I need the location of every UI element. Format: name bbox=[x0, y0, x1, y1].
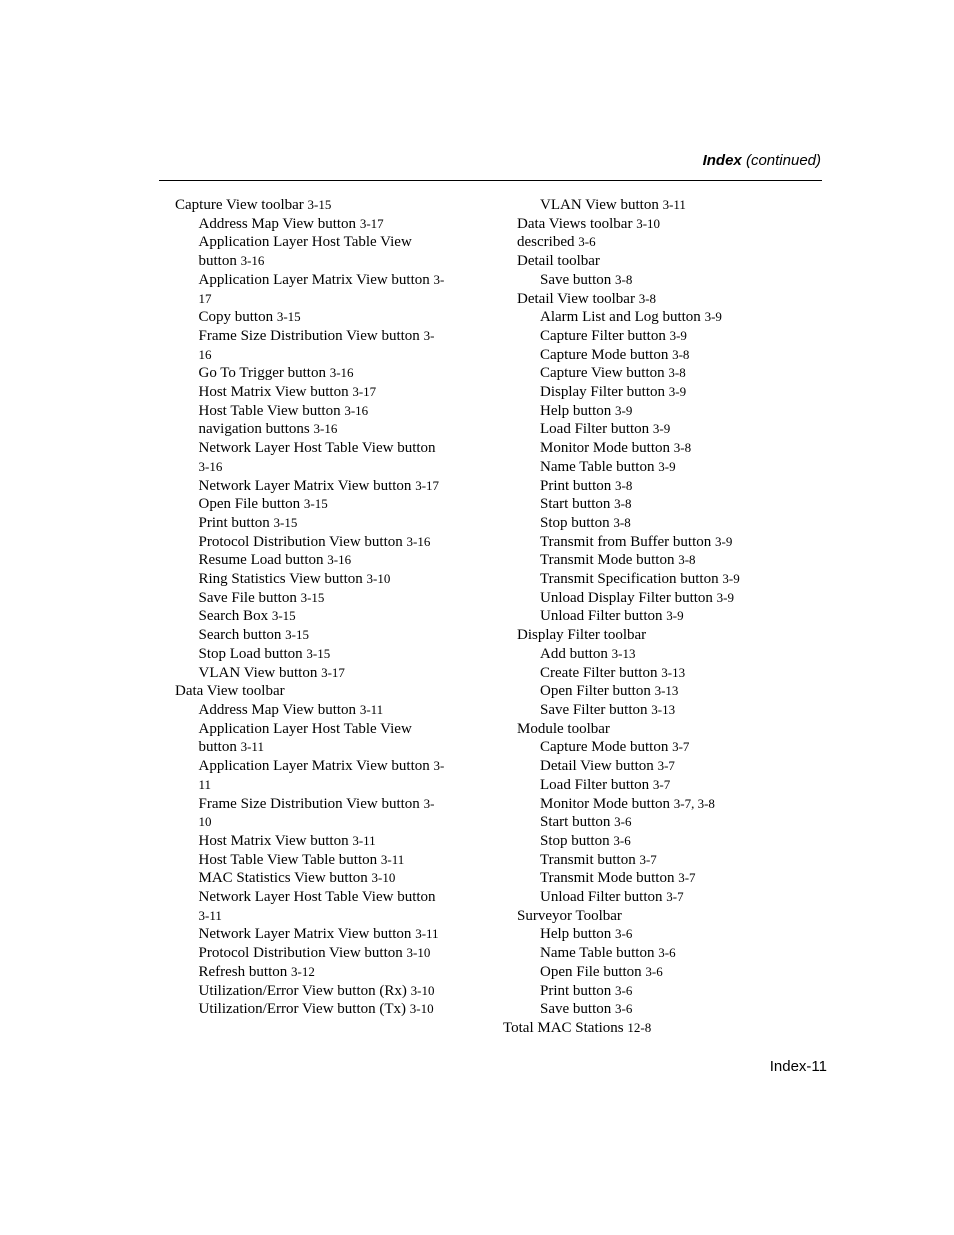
index-entry-term: Surveyor Toolbar bbox=[517, 907, 622, 924]
index-entry-page: 11 bbox=[198, 776, 212, 792]
index-entry-page: 3-16 bbox=[327, 552, 352, 568]
index-entry-page: 3-9 bbox=[658, 458, 676, 474]
index-entry-page: 3-10 bbox=[371, 870, 396, 886]
index-entry-term: MAC Statistics View button bbox=[198, 870, 372, 887]
index-entry-term: Monitor Mode button bbox=[540, 795, 674, 812]
index-entry-page: 3-6 bbox=[615, 926, 633, 942]
index-entry-term: Name Table button bbox=[540, 458, 659, 475]
index-entry bbox=[503, 813, 763, 832]
index-entry-term: Name Table button bbox=[540, 945, 659, 962]
index-entry-term: Host Matrix View button bbox=[198, 384, 353, 401]
index-entry bbox=[503, 982, 763, 1001]
index-entry bbox=[175, 720, 465, 739]
index-entry-page: 3-7 bbox=[672, 739, 690, 755]
index-entry bbox=[503, 645, 763, 664]
index-entry-page: 3-8 bbox=[638, 290, 657, 306]
index-entry-term: Module toolbar bbox=[517, 720, 610, 737]
index-entry bbox=[175, 851, 465, 870]
index-entry-page: 3-11 bbox=[380, 851, 405, 867]
index-entry-term: Detail View toolbar bbox=[517, 290, 639, 307]
index-entry-page: 3-6 bbox=[658, 945, 676, 961]
index-entry bbox=[503, 458, 763, 477]
index-entry-term: Application Layer Matrix View button bbox=[198, 271, 434, 288]
index-entry-term: Stop Load button bbox=[198, 645, 307, 662]
index-entry-term: Save File button bbox=[198, 589, 301, 606]
index-entry-page: 3-16 bbox=[198, 458, 223, 474]
index-entry-page: 3-9 bbox=[668, 384, 687, 400]
index-entry-term: button bbox=[198, 253, 241, 270]
index-entry-term: Unload Display Filter button bbox=[540, 589, 717, 606]
index-entry-page: 3-11 bbox=[359, 701, 384, 717]
index-entry-term: Detail View button bbox=[540, 758, 658, 775]
index-entry bbox=[503, 701, 763, 720]
index-entry-term: Search button bbox=[198, 627, 286, 644]
index-entry-page: 3-8 bbox=[672, 346, 690, 362]
index-entry-term: Go To Trigger button bbox=[198, 365, 330, 382]
index-entry-page: 3-8 bbox=[673, 440, 692, 456]
index-entry bbox=[503, 196, 763, 215]
index-entry bbox=[503, 420, 763, 439]
index-entry-page: 10 bbox=[198, 814, 212, 830]
index-entry-term: Display Filter toolbar bbox=[517, 627, 647, 644]
index-entry bbox=[175, 495, 465, 514]
index-entry bbox=[175, 701, 465, 720]
index-entry-term: Address Map View button bbox=[198, 215, 360, 232]
index-entry-term: Open File button bbox=[198, 496, 304, 513]
index-entry-page: 3-7 bbox=[666, 889, 684, 905]
index-entry-page: 3-16 bbox=[329, 365, 354, 381]
index-entry bbox=[175, 402, 465, 421]
index-entry bbox=[503, 738, 763, 757]
index-entry bbox=[175, 869, 465, 888]
index-entry-term: Transmit button bbox=[540, 851, 640, 868]
index-entry bbox=[175, 327, 465, 346]
index-entry-term: Network Layer Matrix View button bbox=[198, 926, 416, 943]
index-entry-term: Capture View button bbox=[540, 365, 669, 382]
index-entry-term: Total MAC Stations bbox=[503, 1019, 628, 1036]
index-entry-page: 3-8 bbox=[615, 271, 633, 287]
index-entry-page: 3-9 bbox=[652, 421, 671, 437]
index-entry-page: 3-15 bbox=[303, 496, 328, 512]
index-entry bbox=[175, 551, 465, 570]
index-entry-term: Detail toolbar bbox=[517, 253, 600, 270]
index-entry-page: 3-11 bbox=[662, 197, 686, 212]
index-entry-page: 3-9 bbox=[666, 608, 684, 624]
index-entry bbox=[175, 963, 465, 982]
index-entry bbox=[175, 832, 465, 851]
index-entry bbox=[175, 776, 465, 795]
index-entry-page: 3-17 bbox=[321, 664, 345, 680]
index-entry-term: Create Filter button bbox=[540, 664, 662, 681]
index-entry bbox=[503, 308, 763, 327]
index-entry-term: Frame Size Distribution View button bbox=[198, 327, 424, 344]
index-entry-page: 3-8 bbox=[614, 496, 632, 512]
index-entry bbox=[503, 215, 763, 234]
index-entry bbox=[175, 196, 465, 215]
index-entry-page: 3-6 bbox=[613, 832, 631, 848]
index-entry-term: Application Layer Host Table View bbox=[198, 720, 412, 737]
index-entry-page: 3- bbox=[423, 327, 435, 343]
index-entry-term: Refresh button bbox=[198, 963, 291, 980]
index-entry-term: Open File button bbox=[540, 963, 646, 980]
index-entry-term: Network Layer Host Table View button bbox=[198, 440, 436, 457]
index-entry-page: 3- bbox=[433, 758, 445, 774]
index-entry-page: 3-10 bbox=[366, 571, 391, 587]
index-entry bbox=[503, 944, 763, 963]
index-entry bbox=[503, 346, 763, 365]
index-entry bbox=[503, 1000, 763, 1019]
index-entry-term: Help button bbox=[540, 926, 615, 943]
index-entry-page: 3-12 bbox=[290, 963, 315, 979]
index-entry-term: described bbox=[517, 234, 579, 251]
index-entry-term: Display Filter button bbox=[540, 384, 669, 401]
index-entry-page: 12-8 bbox=[627, 1019, 652, 1035]
index-entry-term: VLAN View button bbox=[540, 197, 663, 213]
index-entry-page: 3-15 bbox=[273, 514, 298, 530]
index-entry-page: 3-8 bbox=[615, 477, 633, 493]
index-entry-page: 3-9 bbox=[615, 402, 633, 418]
index-entry bbox=[503, 290, 763, 309]
index-entry bbox=[503, 869, 763, 888]
index-entry bbox=[503, 907, 763, 926]
index-entry-term: Print button bbox=[198, 514, 274, 531]
index-entry-term: Data View toolbar bbox=[175, 683, 285, 700]
index-entry-page: 3-10 bbox=[636, 215, 661, 231]
index-entry bbox=[175, 607, 465, 626]
index-entry-page: 3-8 bbox=[668, 365, 686, 381]
index-entry-page: 3-7 bbox=[657, 758, 675, 774]
header-rule bbox=[159, 180, 822, 181]
index-entry bbox=[503, 682, 763, 701]
index-entry-term: Transmit Mode button bbox=[540, 552, 679, 569]
index-entry bbox=[503, 626, 763, 645]
index-column-left bbox=[175, 196, 465, 1019]
index-entry-term: VLAN View button bbox=[198, 664, 322, 681]
index-entry bbox=[503, 514, 763, 533]
index-entry bbox=[175, 589, 465, 608]
index-entry bbox=[175, 364, 465, 383]
index-entry-page: 3-10 bbox=[409, 1001, 434, 1017]
index-entry-term: Save button bbox=[540, 1001, 615, 1018]
index-entry-page: 3-16 bbox=[240, 253, 265, 269]
index-entry bbox=[175, 813, 465, 832]
index-entry-term: Save button bbox=[540, 271, 615, 288]
index-entry-page: 3-16 bbox=[313, 421, 338, 437]
index-entry bbox=[175, 795, 465, 814]
index-entry bbox=[175, 514, 465, 533]
index-entry-page: 3-11 bbox=[352, 832, 376, 848]
index-entry-term: Add button bbox=[540, 645, 612, 662]
index-entry bbox=[503, 439, 763, 458]
index-entry bbox=[503, 551, 763, 570]
index-entry-page: 3- bbox=[433, 271, 445, 287]
index-entry bbox=[175, 682, 465, 701]
index-entry-page: 3-10 bbox=[406, 945, 431, 961]
index-entry-term: Save Filter button bbox=[540, 701, 652, 718]
index-entry bbox=[175, 420, 465, 439]
index-entry-page: 3-9 bbox=[715, 533, 733, 549]
index-entry-term: Unload Filter button bbox=[540, 889, 667, 906]
index-entry bbox=[503, 533, 763, 552]
index-entry-page: 3-9 bbox=[704, 309, 722, 325]
index-entry-term: Monitor Mode button bbox=[540, 440, 674, 457]
index-entry bbox=[503, 963, 763, 982]
index-entry bbox=[503, 495, 763, 514]
index-entry-term: Copy button bbox=[198, 309, 277, 326]
index-column-right bbox=[503, 196, 763, 1038]
index-entry bbox=[503, 589, 763, 608]
index-entry-page: 3-15 bbox=[271, 608, 296, 624]
index-entry-term: button bbox=[198, 739, 241, 756]
index-entry-term: Host Table View Table button bbox=[198, 851, 381, 868]
index-entry-term: Open Filter button bbox=[540, 683, 655, 700]
index-entry-page: 3-9 bbox=[669, 327, 687, 343]
index-entry-term: Capture Filter button bbox=[540, 327, 670, 344]
index-entry-term: Address Map View button bbox=[198, 701, 360, 718]
index-entry-term: Stop button bbox=[540, 514, 614, 531]
index-entry-page: 3-6 bbox=[614, 814, 632, 830]
index-entry-term: Protocol Distribution View button bbox=[198, 945, 407, 962]
running-head-continued: (continued) bbox=[745, 152, 821, 169]
running-head bbox=[703, 152, 821, 169]
index-entry bbox=[175, 383, 465, 402]
index-entry bbox=[503, 664, 763, 683]
index-entry-term: navigation buttons bbox=[198, 421, 314, 438]
index-entry bbox=[503, 252, 763, 271]
index-entry-page: 3-17 bbox=[352, 384, 377, 400]
page-folio: Index-11 bbox=[769, 1058, 827, 1075]
index-entry-term: Print button bbox=[540, 477, 616, 494]
index-entry-term: Application Layer Matrix View button bbox=[198, 758, 434, 775]
index-entry-page: 3-7 bbox=[678, 870, 696, 886]
index-entry bbox=[503, 851, 763, 870]
index-entry-page: 3-7 bbox=[639, 851, 657, 867]
index-entry bbox=[503, 233, 763, 252]
index-entry-term: Capture Mode button bbox=[540, 346, 673, 363]
index-entry bbox=[503, 271, 763, 290]
index-entry bbox=[175, 982, 465, 1001]
index-entry-page: 3-13 bbox=[654, 683, 679, 699]
index-entry-page: 3-11 bbox=[415, 926, 439, 942]
index-entry bbox=[503, 795, 763, 814]
index-entry-page: 3-13 bbox=[611, 645, 636, 661]
index-entry bbox=[503, 1019, 763, 1038]
index-entry-term: Capture Mode button bbox=[540, 739, 673, 756]
running-head-title: Index bbox=[702, 152, 742, 169]
index-entry-term: Transmit from Buffer button bbox=[540, 533, 715, 550]
index-entry-term: Capture View toolbar bbox=[175, 197, 308, 213]
index-entry-term: Utilization/Error View button (Tx) bbox=[198, 1001, 410, 1018]
index-entry-term: Load Filter button bbox=[540, 776, 653, 793]
index-entry bbox=[175, 458, 465, 477]
index-entry bbox=[175, 308, 465, 327]
index-entry-page: 3-7 bbox=[652, 776, 671, 792]
index-entry bbox=[503, 327, 763, 346]
index-entry bbox=[503, 570, 763, 589]
index-entry-term: Resume Load button bbox=[198, 552, 328, 569]
index-entry bbox=[503, 607, 763, 626]
index-entry bbox=[175, 888, 465, 907]
index-entry bbox=[503, 402, 763, 421]
index-entry bbox=[175, 570, 465, 589]
index-entry bbox=[175, 738, 465, 757]
index-entry bbox=[503, 477, 763, 496]
index-entry bbox=[175, 271, 465, 290]
index-entry-page: 3-15 bbox=[276, 309, 301, 325]
index-entry bbox=[503, 364, 763, 383]
index-entry-term: Data Views toolbar bbox=[517, 215, 637, 232]
index-entry bbox=[503, 720, 763, 739]
index-entry-page: 3-16 bbox=[406, 533, 431, 549]
index-entry-page: 3-6 bbox=[615, 1001, 633, 1017]
index-entry-term: Unload Filter button bbox=[540, 608, 667, 625]
index-entry bbox=[503, 776, 763, 795]
index-entry-page: 3- bbox=[423, 795, 435, 811]
index-entry bbox=[503, 888, 763, 907]
index-entry bbox=[175, 439, 465, 458]
index-entry-page: 3-15 bbox=[307, 197, 332, 212]
index-entry bbox=[503, 383, 763, 402]
index-entry-term: Search Box bbox=[198, 608, 272, 625]
index-entry bbox=[175, 290, 465, 309]
index-entry-page: 3-13 bbox=[661, 664, 686, 680]
index-entry bbox=[175, 533, 465, 552]
index-entry-term: Stop button bbox=[540, 832, 614, 849]
index-entry-page: 3-15 bbox=[300, 589, 325, 605]
index-entry-page: 3-9 bbox=[716, 589, 734, 605]
index-entry-term: Start button bbox=[540, 496, 615, 513]
index-entry bbox=[175, 944, 465, 963]
index-entry-term: Host Table View button bbox=[198, 402, 345, 419]
index-entry-term: Host Matrix View button bbox=[198, 832, 353, 849]
index-entry-term: Application Layer Host Table View bbox=[198, 234, 412, 251]
index-entry-term: Print button bbox=[540, 982, 616, 999]
index-entry bbox=[175, 925, 465, 944]
index-entry-page: 3-15 bbox=[306, 645, 331, 661]
index-entry bbox=[503, 925, 763, 944]
index-entry-page: 17 bbox=[198, 290, 212, 306]
index-entry-term: Ring Statistics View button bbox=[198, 571, 367, 588]
index-entry-term: Transmit Specification button bbox=[540, 571, 723, 588]
index-entry bbox=[175, 664, 465, 683]
index-entry-page: 3-11 bbox=[198, 907, 222, 923]
index-entry bbox=[175, 645, 465, 664]
index-entry-term: Protocol Distribution View button bbox=[198, 533, 407, 550]
index-entry bbox=[175, 252, 465, 271]
index-entry-page: 3-11 bbox=[240, 739, 264, 755]
index-entry bbox=[503, 832, 763, 851]
index-entry-page: 3-8 bbox=[613, 514, 631, 530]
index-entry-term: Help button bbox=[540, 402, 615, 419]
index-entry bbox=[175, 1000, 465, 1019]
index-entry-term: Alarm List and Log button bbox=[540, 309, 705, 326]
index-entry-term: Start button bbox=[540, 814, 615, 831]
index-entry bbox=[175, 346, 465, 365]
index-entry-page: 3-10 bbox=[410, 982, 435, 998]
index-entry-page: 3-13 bbox=[651, 701, 676, 717]
index-entry-page: 3-15 bbox=[285, 627, 309, 643]
index-entry-term: Frame Size Distribution View button bbox=[198, 795, 424, 812]
index-entry bbox=[175, 477, 465, 496]
index-entry-page: 3-6 bbox=[578, 234, 596, 250]
index-entry-page: 3-8 bbox=[678, 552, 696, 568]
index-entry-page: 3-17 bbox=[359, 215, 384, 231]
index-entry-page: 3-17 bbox=[415, 477, 440, 493]
index-entry-term: Transmit Mode button bbox=[540, 870, 679, 887]
index-entry-term: Network Layer Matrix View button bbox=[198, 477, 416, 494]
index-entry-page: 16 bbox=[198, 346, 212, 362]
index-entry-page: 3-6 bbox=[615, 982, 633, 998]
index-entry bbox=[175, 757, 465, 776]
index-entry-page: 3-16 bbox=[344, 402, 369, 418]
index-entry-term: Utilization/Error View button (Rx) bbox=[198, 982, 411, 999]
index-entry bbox=[503, 757, 763, 776]
index-entry-term: Network Layer Host Table View button bbox=[198, 889, 436, 906]
index-entry-page: 3-9 bbox=[722, 571, 740, 587]
index-entry-page: 3-6 bbox=[645, 963, 663, 979]
index-entry bbox=[175, 626, 465, 645]
index-entry bbox=[175, 215, 465, 234]
index-entry-page: 3-7, 3-8 bbox=[673, 795, 715, 811]
index-entry bbox=[175, 907, 465, 926]
index-entry-term: Load Filter button bbox=[540, 421, 653, 438]
index-entry bbox=[175, 233, 465, 252]
